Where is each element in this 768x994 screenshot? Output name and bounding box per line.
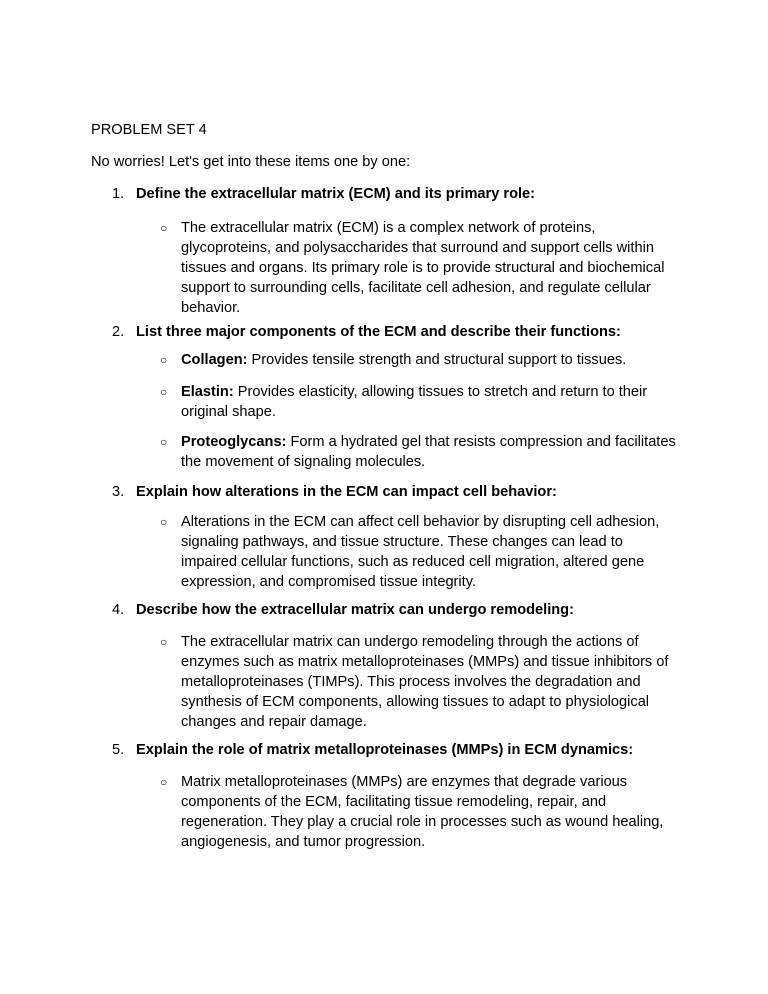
page-title: PROBLEM SET 4 bbox=[91, 122, 207, 138]
bullet-icon: ○ bbox=[160, 221, 168, 235]
bullet-icon: ○ bbox=[160, 775, 168, 789]
answer-text: Form a hydrated gel that resists compression and facilitates the movement of signaling molecules. bbox=[181, 434, 676, 470]
answer-text: Matrix metalloproteinases (MMPs) are enzymes that degrade various components of the ECM, facilitating tissue remodeling, repair, and regeneration. They play a crucial role in processes such as wound healing, angiogenesis, and tumor progression. bbox=[181, 774, 664, 850]
answer-text: Alterations in the ECM can affect cell behavior by disrupting cell adhesion, signaling pathways, and tissue structure. These changes can lead to impaired cellular functions, such as reduced cell migration, altered gene expression, and compromised tissue integrity. bbox=[181, 514, 660, 590]
intro-text: No worries! Let's get into these items one by one: bbox=[91, 154, 411, 170]
answer-text: The extracellular matrix can undergo remodeling through the actions of enzymes such as matrix metalloproteinases (MMPs) and tissue inhibitors of metalloproteinases (TIMPs). This process involves the degradation and synthesis of ECM components, allowing tissues to adapt to physiological changes and repair damage. bbox=[181, 634, 669, 730]
bullet-icon: ○ bbox=[160, 385, 168, 399]
answer-2-2 bbox=[160, 382, 681, 422]
answer-term: Collagen: bbox=[181, 352, 248, 368]
answer-5-1 bbox=[160, 772, 681, 852]
answer-term: Proteoglycans: bbox=[181, 434, 287, 450]
question-text: List three major components of the ECM and describe their functions: bbox=[136, 324, 621, 340]
question-number: 3. bbox=[112, 484, 125, 500]
question-text: Describe how the extracellular matrix can undergo remodeling: bbox=[136, 602, 574, 618]
question-number: 1. bbox=[112, 186, 125, 202]
bullet-icon: ○ bbox=[160, 635, 168, 649]
answer-1-1 bbox=[160, 218, 681, 318]
answer-2-3 bbox=[160, 432, 681, 472]
question-number: 2. bbox=[112, 324, 125, 340]
bullet-icon: ○ bbox=[160, 353, 168, 367]
question-number: 5. bbox=[112, 742, 125, 758]
answer-2-1 bbox=[160, 350, 681, 370]
bullet-icon: ○ bbox=[160, 515, 168, 529]
question-number: 4. bbox=[112, 602, 125, 618]
answer-3-1 bbox=[160, 512, 681, 592]
answer-text: Provides elasticity, allowing tissues to stretch and return to their original shape. bbox=[181, 384, 648, 420]
bullet-icon: ○ bbox=[160, 435, 168, 449]
answer-4-1 bbox=[160, 632, 681, 732]
question-text: Explain the role of matrix metalloproteinases (MMPs) in ECM dynamics: bbox=[136, 742, 634, 758]
answer-term: Elastin: bbox=[181, 384, 234, 400]
answer-text: Provides tensile strength and structural support to tissues. bbox=[247, 352, 627, 368]
answer-text: The extracellular matrix (ECM) is a complex network of proteins, glycoproteins, and polysaccharides that surround and support cells within tissues and organs. Its primary role is to provide structural and biochemical support to surrounding cells, facilitate cell adhesion, and regulate cellular behavior. bbox=[181, 220, 665, 316]
question-text: Define the extracellular matrix (ECM) and its primary role: bbox=[136, 186, 536, 202]
question-text: Explain how alterations in the ECM can impact cell behavior: bbox=[136, 484, 557, 500]
